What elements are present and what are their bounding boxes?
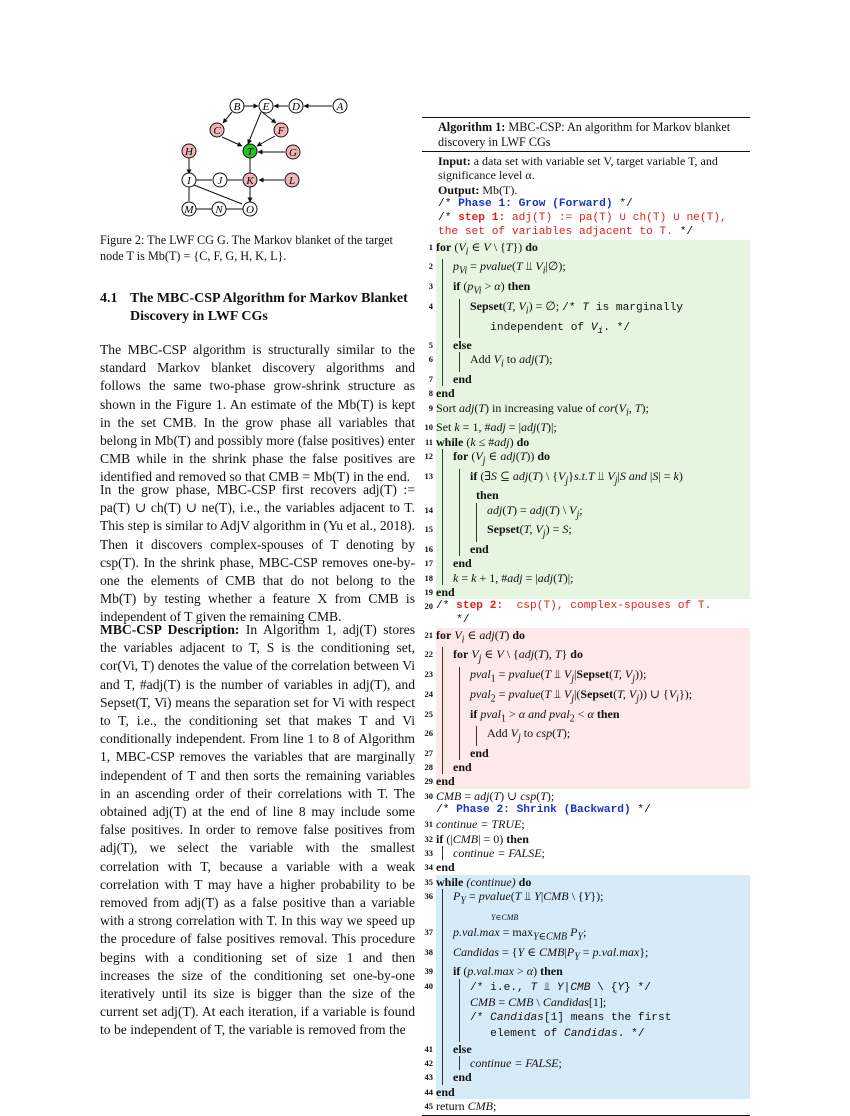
svg-text:K: K <box>246 175 254 187</box>
graph-node-e <box>259 99 273 113</box>
svg-text:A: A <box>336 101 344 113</box>
graph-node-h <box>182 144 196 158</box>
graph-node-c <box>210 123 224 137</box>
svg-text:L: L <box>288 175 296 187</box>
graph-node-f <box>274 123 288 137</box>
shrink-block: 35 while (continue) do 36 $P_Y$ = pvalue(T ⫫ Y|CMB \ {Y}); Y∈CMB 37 $p.val.\max = \max_{Y\in CMB} P_Y$; 38 Candidas = {Y ∈ $CMB|P_Y = p.val.\max$}; 39 if (p.val.max > α) then 40 /* i.e., T ⫫ Y|CMB \ {Y} */ CMB = CMB \ Candidas[1]; /* Candidas[1] means the first element of Candidas. */ 41 else 42 continue = FALSE; 43 end 44 end <box>436 875 750 1099</box>
description-body: In Algorithm 1, adj(T) stores the variables adjacent to T, S is the conditioning set, cor(Vi, T) denotes the value of the correlation between Vi and T, #adj(T) is the number of variables in adj(T), and Sepset(T, Vi) means the separation set for Vi with respect to T, i.e., the conditioning set that makes T and Vi conditionally independent. From line 1 to 8 of Algorithm 1, MBC-CSP removes the variables that are marginally independent of T and then sorts the remaining variables in an ascending order of their correlations with T. The obtained adj(T) at the end of line 8 may include some false positives. In order to remove false positives from adj(T), we select the variable with the smallest correlation with T, because a variable with a weak correlation with T may have a higher probability to be removed from adj(T) as a false positive than a variable with a strong correlation with T. In this way we speed up the procedure of false positives removal. This procedure begins with a conditioning set of size 1 and then increases the size of the conditioning set one-by-one iteratively until its size is bigger than the size of the current set adj(T). At each iteration, if a variable is found to be independent of T, the variable is removed from the <box>100 622 415 1038</box>
svg-text:D: D <box>292 101 300 113</box>
section-title-line1: The MBC-CSP Algorithm for Markov Blanket <box>130 291 408 306</box>
algorithm-1: Algorithm 1: MBC-CSP: An algorithm for Markov blanket discovery in LWF CGs Input: a data set with variable set V, target variable T, and significance level α. Output: Mb(T). /* Phase 1: Grow (Forward) */ /* step 1: adj(T) := pa(T) ∪ ch(T) ∪ ne(T), the set of variables adjacent to T. */ 1 for ($V_i$ ∈ V \ {T}) do 2 $p_{Vi}$ = pvalue(T ⫫ $V_i|\emptyset$); 3 if $(p_{Vi} > \alpha)$ then 4 Sepset(T, $V_i$) = ∅; /* T is marginally independent of $V_i$. */ 5 else 6 Add $V_i$ to adj(T); 7 end 8 end 9 Sort adj(T) in increasing value of $cor(V_i$, T); 10 Set k = 1, #adj = |adj(T)|; 11 while (k ≤ #adj) do 12 for ($V_j$ ∈ adj(T)) do 13 if (∃S ⊆ adj(T) \ $\{V_j\}s.t.T$ ⫫ $V_j|S$ and |S| = k) then 14 adj(T) = adj(T) \ $V_j$; 15 Sepset(T, $V_j) = S$; 16 end 17 end 18 k = k + 1, #adj = |adj(T)|; 19 end 20 /* step 2: csp(T), complex-spouses of T. */ 21 for $V_i$ ∈ adj(T) do 22 for $V_j$ ∈ V \ {adj(T), T} do 23 pval$_1$ = pvalue(T ⫫ $V_j|Sepset(T$, $V_j$)); 24 pval$_2$ = pvalue(T ⫫ $V_j|(Sepset(T$, $V_j$)) ∪ $\{V_i\}$); 25 if pval$_1$ > α and pval$_2$ < α then 26 Add $V_j$ to csp(T); 27 end 28 end 29 end 30 CMB = adj(T) ∪ csp(T); /* Phase 2: Shrink (Backward) */ 31 continue = TRUE; 32 if (|CMB| = 0) then 33 continue = FALSE; 34 end 35 while (continue) do 36 $P_Y$ = pvalue(T ⫫ Y|CMB \ {Y}); Y∈CMB 37 $p.val.\max = \max_{Y\in CMB} P_Y$; 38 Candidas = {Y ∈ $CMB|P_Y = p.val.\max$}; 39 if (p.val.max > α) then 40 /* i.e., T ⫫ Y|CMB \ {Y} */ CMB = CMB \ Candidas[1]; /* Candidas[1] means the first element of Candidas. */ 41 else 42 continue = FALSE; 43 end 44 end 45 return CMB; <box>422 117 750 1116</box>
lwf-chain-graph-figure <box>160 90 350 222</box>
step1-block: 1 for ($V_i$ ∈ V \ {T}) do 2 $p_{Vi}$ = pvalue(T ⫫ $V_i|\emptyset$); 3 if $(p_{Vi} > \alpha)$ then 4 Sepset(T, $V_i$) = ∅; /* T is marginally independent of $V_i$. */ 5 else 6 Add $V_i$ to adj(T); 7 end 8 end 9 Sort adj(T) in increasing value of $cor(V_i$, T); 10 Set k = 1, #adj = |adj(T)|; 11 while (k ≤ #adj) do 12 for ($V_j$ ∈ adj(T)) do 13 if (∃S ⊆ adj(T) \ $\{V_j\}s.t.T$ ⫫ $V_j|S$ and |S| = k) then 14 adj(T) = adj(T) \ $V_j$; 15 Sepset(T, $V_j) = S$; 16 end 17 end 18 k = k + 1, #adj = |adj(T)|; 19 end <box>436 240 750 599</box>
graph-node-g <box>286 145 300 159</box>
step2-text: csp(T), complex-spouses of T. <box>516 600 712 613</box>
phase2-comment: /* Phase 2: Shrink (Backward) */ <box>436 804 651 817</box>
step1-comment: /* step 1: adj(T) := pa(T) ∪ ch(T) ∪ ne(T), the set of variables adjacent to T. */ <box>438 212 727 239</box>
paragraph-overview: The MBC-CSP algorithm is structurally similar to the standard Markov blanket discovery algorithms and follows the same two-phase grow-shrink structure as shown in the Figure 1. An estimate of the Mb(T) is kept in the set CMB. In the grow phase all variables that belong in Mb(T) and possibly more (false positives) enter CMB while in the shrink phase the false positives are identified and removed so that CMB = Mb(T) in the end. <box>100 342 415 485</box>
svg-text:H: H <box>185 146 193 158</box>
paragraph-description <box>100 621 415 1040</box>
phase1-comment: /* Phase 1: Grow (Forward) */ <box>438 197 633 210</box>
svg-text:E: E <box>262 101 270 113</box>
svg-text:B: B <box>233 101 241 113</box>
graph-node-k <box>243 173 257 187</box>
svg-text:G: G <box>289 147 297 159</box>
step2-label: step 2: <box>456 600 504 613</box>
svg-text:J: J <box>217 175 223 187</box>
graph-node-d <box>289 99 303 113</box>
figure-caption: Figure 2: The LWF CG G. The Markov blanket of the target node T is Mb(T) = {C, F, G, H, K, L}. <box>100 233 393 263</box>
algorithm-input: Input: a data set with variable set V, target variable T, and significance level α. <box>438 154 718 183</box>
svg-text:F: F <box>277 125 285 137</box>
section-heading <box>100 290 420 326</box>
graph-node-m <box>182 202 196 216</box>
algorithm-output: Output: Mb(T). <box>438 182 518 197</box>
section-number: 4.1 <box>100 291 118 306</box>
svg-text:C: C <box>213 125 221 137</box>
description-heading: MBC-CSP Description: <box>100 622 240 637</box>
paragraph-grow-phase: In the grow phase, MBC-CSP first recovers adj(T) := pa(T) ∪ ch(T) ∪ ne(T), i.e., the variables adjacent to T. This step is similar to AdjV algorithm in (Yu et al., 2018). Then it discovers complex-spouses of T denoting by csp(T). In the shrink phase, MBC-CSP removes one-by-one the elements of CMB that do not belong to the Mb(T) by testing whether a feature X from CMB is independent of T given the remaining CMB. <box>100 482 415 625</box>
step2-block: 21 for $V_i$ ∈ adj(T) do 22 for $V_j$ ∈ V \ {adj(T), T} do 23 pval$_1$ = pvalue(T ⫫ $V_j|Sepset(T$, $V_j$)); 24 pval$_2$ = pvalue(T ⫫ $V_j|(Sepset(T$, $V_j$)) ∪ $\{V_i\}$); 25 if pval$_1$ > α and pval$_2$ < α then 26 Add $V_j$ to csp(T); 27 end 28 end 29 end <box>436 628 750 789</box>
graph-node-o <box>243 202 257 216</box>
svg-text:M: M <box>184 204 194 216</box>
section-title-line2: Discovery in LWF CGs <box>130 309 268 324</box>
algorithm-title: Algorithm 1: MBC-CSP: An algorithm for Markov blanket discovery in LWF CGs <box>438 120 731 149</box>
graph-node-a <box>333 99 347 113</box>
graph-node-j <box>213 173 227 187</box>
graph-node-n <box>212 202 226 216</box>
svg-text:O: O <box>246 204 254 216</box>
svg-text:I: I <box>187 175 191 187</box>
graph-node-i <box>182 173 196 187</box>
graph-node-t <box>243 144 257 158</box>
svg-text:N: N <box>215 204 223 216</box>
graph-node-l <box>285 173 299 187</box>
graph-node-b <box>230 99 244 113</box>
svg-text:T: T <box>246 146 254 158</box>
